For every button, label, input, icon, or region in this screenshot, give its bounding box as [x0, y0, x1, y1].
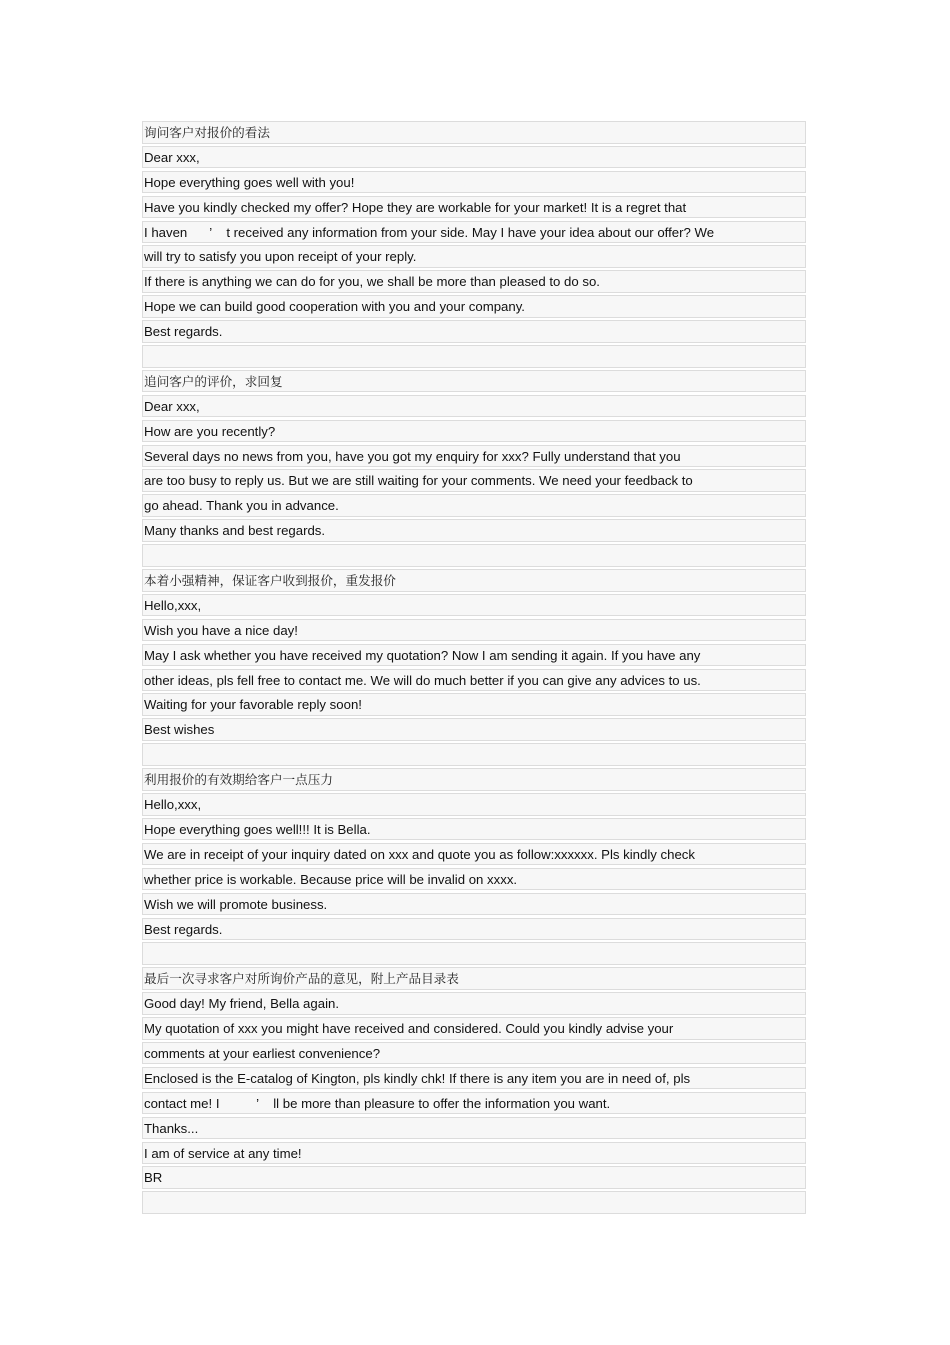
- line-text: other ideas, pls fell free to contact me. We will do much better if you can give any advices to us.: [144, 672, 701, 688]
- section-heading: 利用报价的有效期给客户一点压力: [142, 768, 806, 791]
- text-line: [142, 420, 806, 443]
- line-text: Good day! My friend, Bella again.: [144, 996, 339, 1012]
- line-text: Many thanks and best regards.: [144, 523, 326, 539]
- text-line: [142, 469, 806, 492]
- blank-row: [142, 743, 806, 766]
- line-text: Hope we can build good cooperation with you and your company.: [144, 299, 525, 315]
- line-text: Best wishes: [144, 722, 215, 738]
- text-line: [142, 1142, 806, 1165]
- line-text: We are in receipt of your inquiry dated on xxx and quote you as follow:xxxxxx. Pls kindly check: [144, 846, 695, 862]
- text-line: [142, 843, 806, 866]
- text-line: [142, 893, 806, 916]
- line-text: contact me! I ’ ll be more than pleasure to offer the information you want.: [144, 1095, 611, 1111]
- text-line: [142, 818, 806, 841]
- section-heading: 最后一次寻求客户对所询价产品的意见，附上产品目录表: [142, 967, 806, 990]
- blank-row: [142, 942, 806, 965]
- text-line: [142, 693, 806, 716]
- line-text: Hope everything goes well!!! It is Bella.: [144, 821, 371, 837]
- blank-row: [142, 544, 806, 567]
- text-line: [142, 1067, 806, 1090]
- text-line: [142, 494, 806, 517]
- blank-row: [142, 345, 806, 368]
- line-text: Best regards.: [144, 921, 223, 937]
- line-text: go ahead. Thank you in advance.: [144, 498, 339, 514]
- text-line: [142, 245, 806, 268]
- section-heading: 询问客户对报价的看法: [142, 121, 806, 144]
- text-line: [142, 146, 806, 169]
- text-line: [142, 918, 806, 941]
- line-text: will try to satisfy you upon receipt of your reply.: [144, 249, 417, 265]
- line-text: Dear xxx,: [144, 149, 200, 165]
- text-line: [142, 1092, 806, 1115]
- text-line: [142, 270, 806, 293]
- line-text: Hello,xxx,: [144, 797, 202, 813]
- text-line: [142, 519, 806, 542]
- line-text: whether price is workable. Because price will be invalid on xxxx.: [144, 871, 518, 887]
- line-text: Thanks...: [144, 1120, 199, 1136]
- text-line: [142, 196, 806, 219]
- text-line: [142, 619, 806, 642]
- line-text: Have you kindly checked my offer? Hope they are workable for your market! It is a regret that: [144, 199, 687, 215]
- line-text: Waiting for your favorable reply soon!: [144, 697, 362, 713]
- section-heading: 追问客户的评价，求回复: [142, 370, 806, 393]
- text-line: [142, 320, 806, 343]
- text-line: [142, 718, 806, 741]
- line-text: I haven ’ t received any information from your side. May I have your idea about our offer? We: [144, 224, 715, 240]
- line-text: Dear xxx,: [144, 398, 200, 414]
- text-line: [142, 445, 806, 468]
- blank-row: [142, 1191, 806, 1214]
- line-text: Hello,xxx,: [144, 597, 202, 613]
- text-line: [142, 1117, 806, 1140]
- line-text: How are you recently?: [144, 423, 276, 439]
- line-text: My quotation of xxx you might have received and considered. Could you kindly advise your: [144, 1021, 674, 1037]
- text-line: [142, 992, 806, 1015]
- text-line: [142, 669, 806, 692]
- text-line: [142, 295, 806, 318]
- line-text: Best regards.: [144, 324, 223, 340]
- line-text: Wish we will promote business.: [144, 896, 328, 912]
- line-text: If there is anything we can do for you, we shall be more than pleased to do so.: [144, 274, 600, 290]
- text-line: [142, 1166, 806, 1189]
- text-line: [142, 1042, 806, 1065]
- line-text: May I ask whether you have received my quotation? Now I am sending it again. If you have any: [144, 647, 701, 663]
- text-line: [142, 644, 806, 667]
- line-text: I am of service at any time!: [144, 1145, 302, 1161]
- line-text: BR: [144, 1170, 163, 1186]
- document-sheet: [142, 121, 806, 1216]
- line-text: comments at your earliest convenience?: [144, 1045, 381, 1061]
- line-text: are too busy to reply us. But we are still waiting for your comments. We need your feedback to: [144, 473, 693, 489]
- line-text: Several days no news from you, have you got my enquiry for xxx? Fully understand that you: [144, 448, 681, 464]
- line-text: Hope everything goes well with you!: [144, 174, 355, 190]
- text-line: [142, 868, 806, 891]
- text-line: [142, 395, 806, 418]
- line-text: Wish you have a nice day!: [144, 622, 298, 638]
- text-line: [142, 793, 806, 816]
- text-line: [142, 221, 806, 244]
- text-line: [142, 594, 806, 617]
- text-line: [142, 1017, 806, 1040]
- line-text: Enclosed is the E-catalog of Kington, pls kindly chk! If there is any item you are in need of, pls: [144, 1070, 691, 1086]
- text-line: [142, 171, 806, 194]
- section-heading: 本着小强精神，保证客户收到报价，重发报价: [142, 569, 806, 592]
